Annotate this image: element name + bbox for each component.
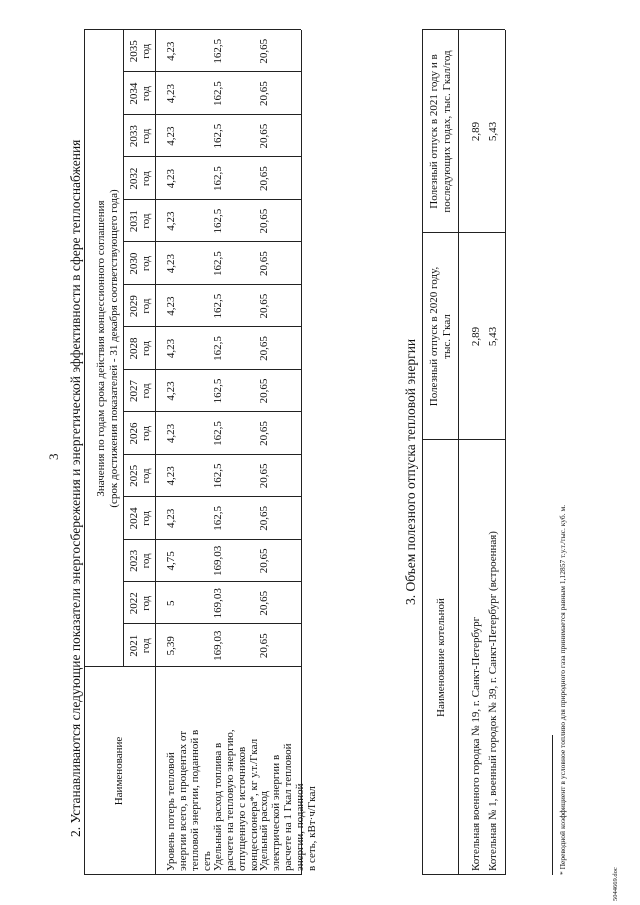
indicator-value: 20,65 — [258, 336, 270, 361]
indicator-value: 20,65 — [258, 293, 270, 319]
section-2-title: 2. Устанавливаются следующие показатели энергосбережения и энергетической эффективности в сфере теплоснабжения — [68, 139, 83, 837]
indicator-value: 162,5 — [212, 81, 224, 107]
indicator-value: 5 — [165, 600, 177, 606]
year-header: 2029 — [128, 295, 140, 318]
indicator-value: 4,23 — [165, 338, 177, 359]
year-unit: год — [140, 638, 152, 654]
indicator-value: 20,65 — [258, 590, 270, 616]
year-header: 2024 — [128, 507, 140, 530]
year-unit: год — [140, 510, 152, 526]
year-header: 2032 — [128, 167, 140, 190]
year-unit: год — [140, 171, 152, 187]
indicator-name-header: Наименование — [113, 736, 125, 806]
indicator-value: 20,65 — [258, 633, 270, 659]
indicator-name-line: концессионера*, кг у.т./Гкал — [248, 738, 260, 871]
indicator-name-line: в сеть, кВт·ч/Гкал — [306, 786, 318, 871]
boiler-row-2-2020: 5,43 — [487, 326, 499, 347]
indicator-value: 20,65 — [258, 505, 270, 531]
supply-2021-header-line1: Полезный отпуск в 2021 году и в — [428, 54, 440, 209]
boiler-row-1-name: Котельная военного городка № 19, г. Санкт-Петербург — [470, 616, 482, 871]
indicator-value: 162,5 — [212, 505, 224, 531]
indicator-value: 162,5 — [212, 421, 224, 446]
indicator-value: 162,5 — [212, 463, 224, 489]
indicator-value: 20,65 — [258, 208, 270, 234]
year-header: 2030 — [128, 252, 140, 275]
indicator-value: 162,5 — [212, 378, 224, 404]
indicator-name-line: отпущенную с источников — [236, 746, 248, 871]
indicator-name-line: тепловой энергии, поданной в — [189, 729, 201, 871]
supply-2020-header-line1: Полезный отпуск в 2020 году, — [428, 266, 440, 407]
year-header: 2022 — [128, 592, 140, 615]
boiler-name-header: Наименование котельной — [435, 598, 447, 717]
year-header: 2025 — [128, 464, 140, 487]
indicator-value: 169,03 — [212, 588, 224, 619]
year-unit: год — [140, 553, 152, 569]
footnote-rule — [552, 735, 553, 875]
indicator-value: 162,5 — [212, 336, 224, 361]
indicator-value: 4,23 — [165, 423, 177, 444]
indicator-value: 4,23 — [165, 466, 177, 486]
boiler-row-1-2021: 2,89 — [470, 121, 482, 142]
year-unit: год — [140, 425, 152, 441]
indicator-value: 4,23 — [165, 211, 177, 231]
indicator-value: 162,5 — [212, 38, 224, 64]
indicator-name-line: энергии всего, в процентах от — [177, 730, 189, 871]
indicator-value: 169,03 — [212, 630, 224, 661]
page-number: 3 — [46, 453, 61, 460]
indicator-value: 20,65 — [258, 81, 270, 107]
footnote: * Переводной коэффициент в условное топливо для природного газа принимается равным 1,12857 т.у.т./тыс. куб. м. — [558, 504, 567, 875]
year-header: 2034 — [128, 82, 140, 105]
supply-2021-header-line2: последующих годах, тыс. Гкал/год — [441, 50, 453, 213]
indicator-name-line: электрической энергии в — [270, 754, 282, 871]
year-header: 2023 — [128, 549, 140, 572]
year-unit: год — [140, 468, 152, 484]
indicator-value: 162,5 — [212, 293, 224, 319]
indicator-value: 4,23 — [165, 126, 177, 146]
indicator-value: 162,5 — [212, 123, 224, 149]
indicator-value: 162,5 — [212, 208, 224, 234]
values-header-line1: Значения по годам срока действия концессионного соглашения — [95, 200, 107, 497]
indicator-value: 20,65 — [258, 421, 270, 446]
indicator-name-line: сеть — [201, 851, 213, 871]
indicator-value: 20,65 — [258, 38, 270, 64]
indicator-value: 20,65 — [258, 251, 270, 276]
indicator-name-line: Удельный расход топлива в — [212, 742, 224, 871]
indicator-value: 20,65 — [258, 548, 270, 574]
indicator-name-line: расчете на тепловую энергию, — [224, 729, 236, 871]
boiler-row-2-2021: 5,43 — [487, 121, 499, 142]
indicator-name-line: Уровень потерь тепловой — [165, 752, 177, 871]
boiler-row-2-name: Котельная № 1, военный городок № 39, г. Санкт-Петербург (встроенная) — [487, 531, 499, 871]
year-header: 2028 — [128, 337, 140, 360]
year-header: 2033 — [128, 125, 140, 148]
indicator-value: 4,23 — [165, 508, 177, 528]
year-unit: год — [140, 256, 152, 272]
indicator-value: 4,23 — [165, 169, 177, 189]
year-unit: год — [140, 340, 152, 356]
indicator-name-line: энергии, поданной — [294, 783, 306, 871]
indicator-value: 4,23 — [165, 41, 177, 61]
indicator-value: 4,75 — [165, 551, 177, 571]
year-unit: год — [140, 128, 152, 144]
year-unit: год — [140, 86, 152, 102]
year-header: 2035 — [128, 40, 140, 63]
indicator-value: 4,23 — [165, 381, 177, 401]
indicator-value: 4,23 — [165, 84, 177, 104]
year-unit: год — [140, 383, 152, 399]
year-unit: год — [140, 213, 152, 229]
indicator-value: 162,5 — [212, 251, 224, 276]
year-header: 2031 — [128, 210, 140, 233]
year-unit: год — [140, 43, 152, 59]
year-unit: год — [140, 595, 152, 611]
year-unit: год — [140, 298, 152, 314]
year-header: 2026 — [128, 422, 140, 445]
indicator-value: 5,39 — [165, 636, 177, 656]
document-id: 5044669.doc — [612, 867, 619, 901]
indicator-value: 162,5 — [212, 166, 224, 192]
indicator-value: 20,65 — [258, 166, 270, 192]
indicator-value: 4,23 — [165, 296, 177, 316]
indicator-value: 20,65 — [258, 378, 270, 404]
section-3-title: 3. Объем полезного отпуска тепловой энергии — [403, 338, 418, 605]
year-header: 2027 — [128, 379, 140, 402]
indicator-value: 169,03 — [212, 545, 224, 576]
supply-2020-header-line2: тыс. Гкал — [441, 314, 453, 359]
indicator-name-line: Удельный расход — [258, 790, 270, 871]
indicator-value: 20,65 — [258, 463, 270, 489]
values-header-line2: (срок достижения показателей - 31 декабря соответствующего года) — [108, 189, 120, 508]
indicator-value: 4,23 — [165, 253, 177, 274]
year-header: 2021 — [128, 634, 140, 657]
indicator-value: 20,65 — [258, 123, 270, 149]
boiler-row-1-2020: 2,89 — [470, 326, 482, 347]
indicator-name-line: расчете на 1 Гкал тепловой — [282, 743, 294, 871]
